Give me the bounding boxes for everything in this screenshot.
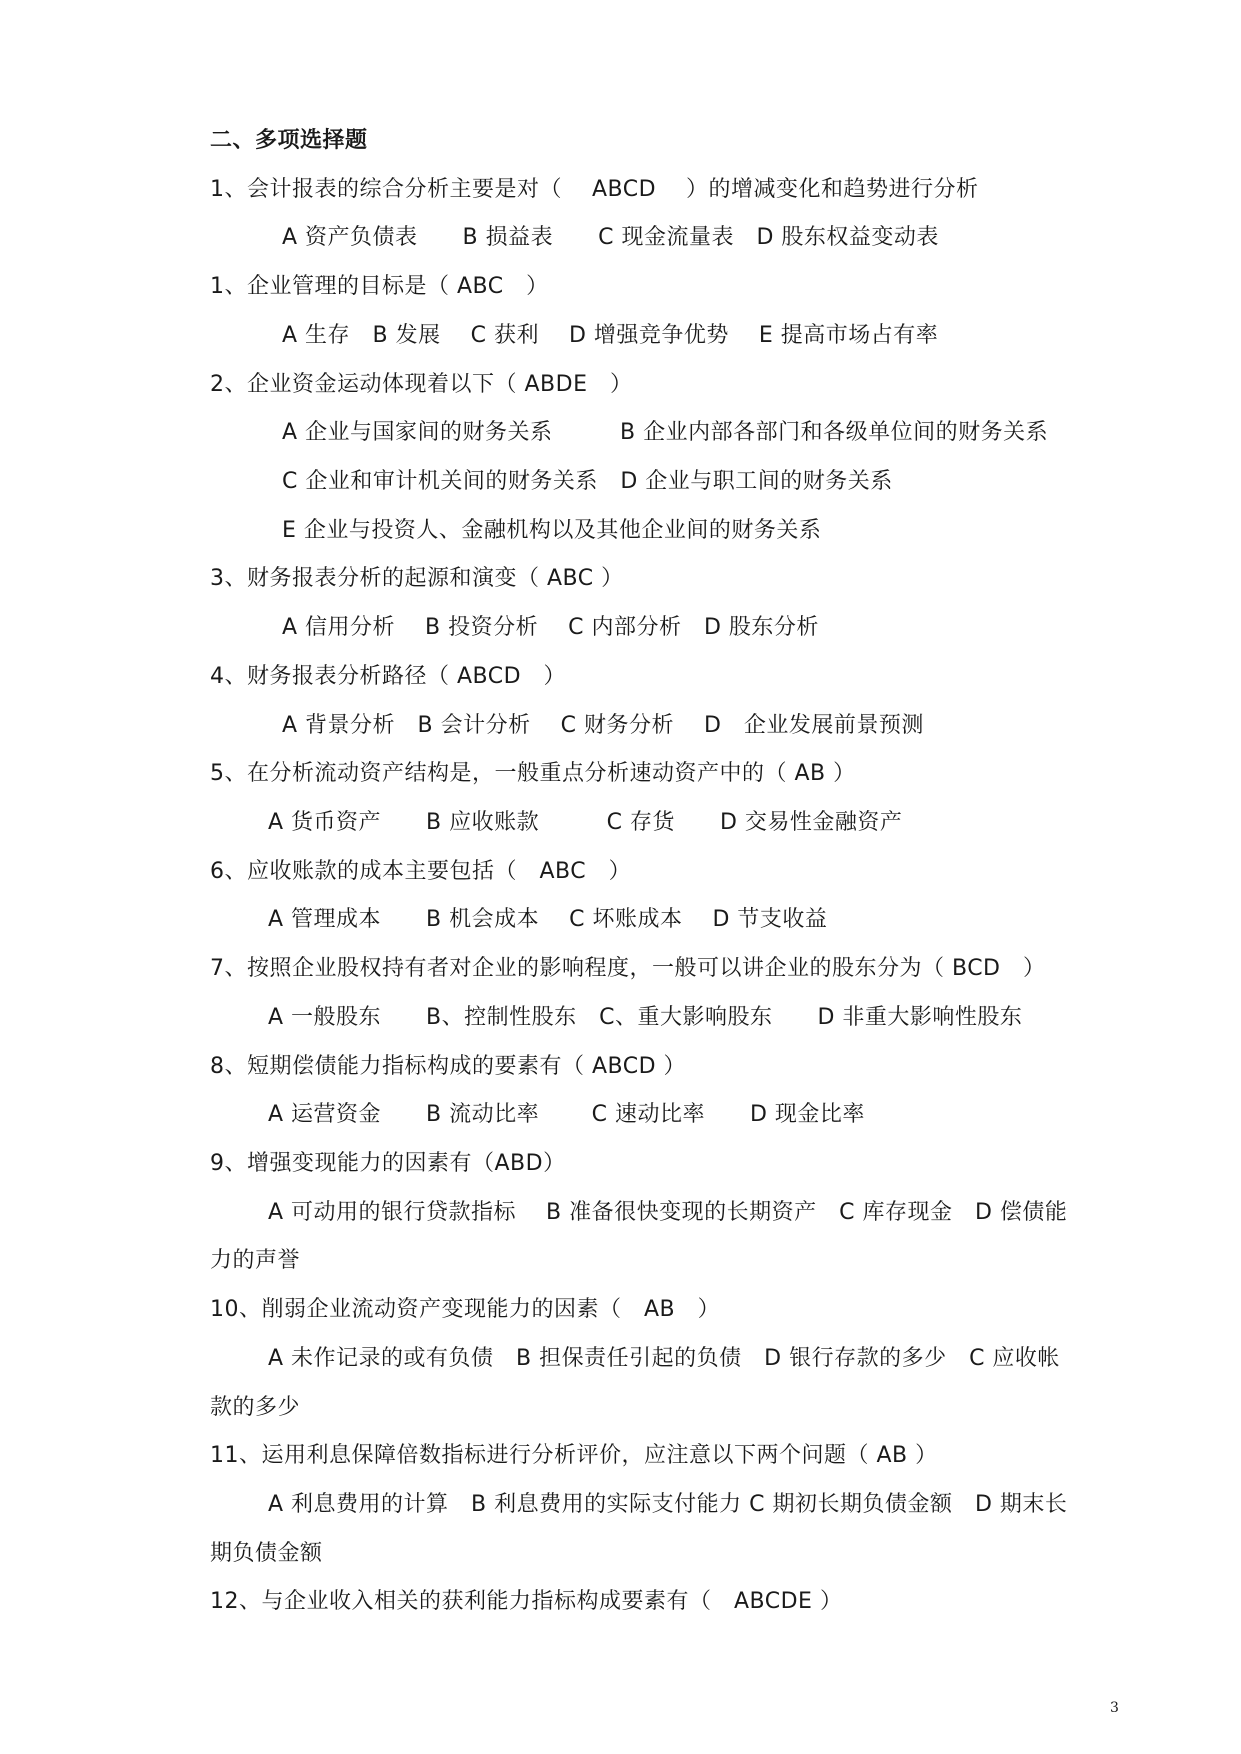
question-line: 1、企业管理的目标是（ ABC ） [210,274,549,299]
options-line: A 资产负债表 B 损益表 C 现金流量表 D 股东权益变动表 [282,225,939,250]
page-number: 3 [1110,1700,1119,1716]
options-line: A 管理成本 B 机会成本 C 坏账成本 D 节支收益 [268,907,828,932]
options-line: A 信用分析 B 投资分析 C 内部分析 D 股东分析 [282,615,819,640]
question-line: 3、财务报表分析的起源和演变（ ABC ） [210,566,624,591]
options-line: A 利息费用的计算 B 利息费用的实际支付能力 C 期初长期负债金额 D 期末长 [268,1492,1068,1517]
question-line: 9、增强变现能力的因素有（ABD） [210,1151,566,1176]
question-line: 7、按照企业股权持有者对企业的影响程度，一般可以讲企业的股东分为（ BCD ） [210,956,1046,981]
options-line: A 货币资产 B 应收账款 C 存货 D 交易性金融资产 [268,810,903,835]
question-line: 5、在分析流动资产结构是，一般重点分析速动资产中的（ AB ） [210,761,856,786]
options-line: E 企业与投资人、金融机构以及其他企业间的财务关系 [282,518,822,543]
options-line-continued: 期负债金额 [210,1541,323,1566]
options-line-continued: 力的声誉 [210,1248,301,1273]
options-line: A 未作记录的或有负债 B 担保责任引起的负债 D 银行存款的多少 C 应收帐 [268,1346,1060,1371]
options-line: A 可动用的银行贷款指标 B 准备很快变现的长期资产 C 库存现金 D 偿债能 [268,1200,1068,1225]
options-line-continued: 款的多少 [210,1395,301,1420]
section-title: 二、多项选择题 [210,128,368,153]
question-line: 12、与企业收入相关的获利能力指标构成要素有（ ABCDE ） [210,1589,843,1614]
options-line: A 背景分析 B 会计分析 C 财务分析 D 企业发展前景预测 [282,713,924,738]
question-line: 6、应收账款的成本主要包括（ ABC ） [210,859,632,884]
options-line: A 一般股东 B、控制性股东 C、重大影响股东 D 非重大影响性股东 [268,1005,1023,1030]
options-line: A 企业与国家间的财务关系 B 企业内部各部门和各级单位间的财务关系 [282,420,1049,445]
options-line: A 生存 B 发展 C 获利 D 增强竞争优势 E 提高市场占有率 [282,323,939,348]
question-line: 1、会计报表的综合分析主要是对（ ABCD ）的增减变化和趋势进行分析 [210,177,979,202]
question-line: 4、财务报表分析路径（ ABCD ） [210,664,567,689]
question-line: 8、短期偿债能力指标构成的要素有（ ABCD ） [210,1054,687,1079]
question-line: 10、削弱企业流动资产变现能力的因素（ AB ） [210,1297,721,1322]
question-line: 2、企业资金运动体现着以下（ ABDE ） [210,372,633,397]
options-line: A 运营资金 B 流动比率 C 速动比率 D 现金比率 [268,1102,865,1127]
options-line: C 企业和审计机关间的财务关系 D 企业与职工间的财务关系 [282,469,893,494]
question-line: 11、运用利息保障倍数指标进行分析评价，应注意以下两个问题（ AB ） [210,1443,938,1468]
